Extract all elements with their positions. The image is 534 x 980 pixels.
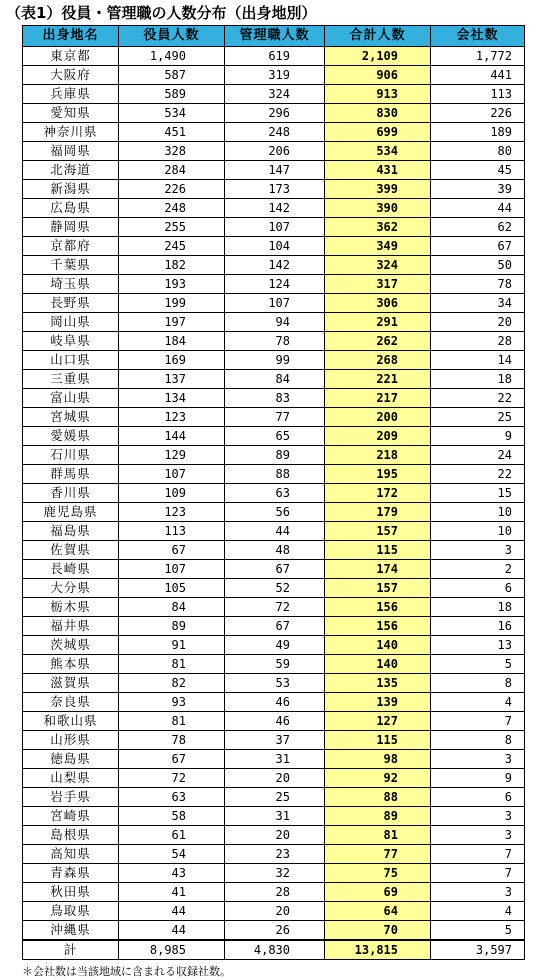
cell-prefecture: 宮崎県 [23, 807, 119, 826]
cell-executives: 82 [119, 674, 225, 693]
cell-prefecture: 大阪府 [23, 66, 119, 85]
cell-managers: 107 [225, 218, 325, 237]
cell-companies: 7 [431, 712, 525, 731]
header-executives: 役員人数 [119, 26, 225, 47]
cell-total: 69 [325, 883, 431, 902]
cell-managers: 32 [225, 864, 325, 883]
cell-total: 262 [325, 332, 431, 351]
cell-managers: 83 [225, 389, 325, 408]
cell-managers: 31 [225, 807, 325, 826]
cell-managers: 44 [225, 522, 325, 541]
cell-executives: 91 [119, 636, 225, 655]
cell-prefecture: 静岡県 [23, 218, 119, 237]
cell-managers: 25 [225, 788, 325, 807]
cell-managers: 26 [225, 921, 325, 941]
cell-prefecture: 福島県 [23, 522, 119, 541]
cell-companies: 25 [431, 408, 525, 427]
cell-managers: 31 [225, 750, 325, 769]
distribution-table [22, 25, 525, 960]
cell-managers: 49 [225, 636, 325, 655]
header-companies: 会社数 [431, 26, 525, 47]
cell-total: 75 [325, 864, 431, 883]
table-row [23, 807, 525, 826]
cell-total: 70 [325, 921, 431, 941]
table-row [23, 47, 525, 66]
cell-total: 200 [325, 408, 431, 427]
cell-executives: 81 [119, 712, 225, 731]
cell-executives: 123 [119, 503, 225, 522]
cell-executives: 67 [119, 750, 225, 769]
footnote: ＊会社数は当該地域に含まれる収録社数。 [22, 965, 231, 978]
cell-managers: 46 [225, 693, 325, 712]
cell-managers: 53 [225, 674, 325, 693]
table-row [23, 123, 525, 142]
cell-managers: 104 [225, 237, 325, 256]
cell-companies: 3,597 [431, 940, 525, 960]
cell-total: 399 [325, 180, 431, 199]
cell-companies: 67 [431, 237, 525, 256]
cell-executives: 105 [119, 579, 225, 598]
cell-executives: 255 [119, 218, 225, 237]
cell-total: 64 [325, 902, 431, 921]
table-row [23, 370, 525, 389]
cell-managers: 124 [225, 275, 325, 294]
cell-managers: 56 [225, 503, 325, 522]
cell-total: 139 [325, 693, 431, 712]
cell-companies: 9 [431, 427, 525, 446]
table-row [23, 522, 525, 541]
cell-managers: 88 [225, 465, 325, 484]
cell-companies: 1,772 [431, 47, 525, 66]
cell-total: 195 [325, 465, 431, 484]
cell-total: 534 [325, 142, 431, 161]
table-row [23, 655, 525, 674]
cell-total: 306 [325, 294, 431, 313]
table-row [23, 446, 525, 465]
cell-companies: 16 [431, 617, 525, 636]
cell-managers: 319 [225, 66, 325, 85]
cell-executives: 41 [119, 883, 225, 902]
table-row [23, 180, 525, 199]
cell-prefecture: 鹿児島県 [23, 503, 119, 522]
cell-managers: 77 [225, 408, 325, 427]
cell-prefecture: 広島県 [23, 199, 119, 218]
cell-prefecture: 香川県 [23, 484, 119, 503]
cell-total: 92 [325, 769, 431, 788]
cell-executives: 184 [119, 332, 225, 351]
cell-prefecture: 山梨県 [23, 769, 119, 788]
cell-prefecture: 埼玉県 [23, 275, 119, 294]
cell-total: 431 [325, 161, 431, 180]
cell-prefecture: 青森県 [23, 864, 119, 883]
cell-companies: 8 [431, 674, 525, 693]
cell-executives: 72 [119, 769, 225, 788]
cell-executives: 109 [119, 484, 225, 503]
cell-companies: 15 [431, 484, 525, 503]
header-total: 合計人数 [325, 26, 431, 47]
cell-executives: 63 [119, 788, 225, 807]
cell-companies: 22 [431, 465, 525, 484]
cell-executives: 589 [119, 85, 225, 104]
cell-companies: 24 [431, 446, 525, 465]
cell-companies: 39 [431, 180, 525, 199]
cell-executives: 144 [119, 427, 225, 446]
table-row [23, 560, 525, 579]
cell-executives: 199 [119, 294, 225, 313]
cell-companies: 45 [431, 161, 525, 180]
cell-executives: 44 [119, 921, 225, 941]
cell-prefecture: 高知県 [23, 845, 119, 864]
cell-companies: 18 [431, 598, 525, 617]
cell-companies: 3 [431, 750, 525, 769]
cell-total: 362 [325, 218, 431, 237]
cell-executives: 129 [119, 446, 225, 465]
cell-companies: 28 [431, 332, 525, 351]
cell-companies: 18 [431, 370, 525, 389]
cell-executives: 328 [119, 142, 225, 161]
cell-executives: 226 [119, 180, 225, 199]
cell-prefecture: 岩手県 [23, 788, 119, 807]
table-row [23, 218, 525, 237]
header-prefecture: 出身地名 [23, 26, 119, 47]
cell-companies: 8 [431, 731, 525, 750]
cell-total: 324 [325, 256, 431, 275]
table-row [23, 85, 525, 104]
cell-companies: 13 [431, 636, 525, 655]
cell-companies: 80 [431, 142, 525, 161]
cell-prefecture: 岡山県 [23, 313, 119, 332]
cell-companies: 20 [431, 313, 525, 332]
cell-managers: 37 [225, 731, 325, 750]
cell-prefecture: 大分県 [23, 579, 119, 598]
cell-managers: 142 [225, 199, 325, 218]
cell-total: 140 [325, 636, 431, 655]
cell-executives: 451 [119, 123, 225, 142]
cell-executives: 61 [119, 826, 225, 845]
table-row [23, 104, 525, 123]
cell-prefecture: 宮城県 [23, 408, 119, 427]
cell-companies: 5 [431, 655, 525, 674]
cell-managers: 67 [225, 560, 325, 579]
cell-total: 221 [325, 370, 431, 389]
cell-managers: 173 [225, 180, 325, 199]
table-row [23, 788, 525, 807]
cell-managers: 28 [225, 883, 325, 902]
cell-executives: 245 [119, 237, 225, 256]
cell-managers: 20 [225, 902, 325, 921]
cell-companies: 22 [431, 389, 525, 408]
cell-prefecture: 愛媛県 [23, 427, 119, 446]
cell-prefecture: 計 [23, 940, 119, 960]
cell-prefecture: 鳥取県 [23, 902, 119, 921]
cell-prefecture: 長野県 [23, 294, 119, 313]
cell-companies: 7 [431, 864, 525, 883]
cell-managers: 4,830 [225, 940, 325, 960]
cell-executives: 134 [119, 389, 225, 408]
cell-total: 209 [325, 427, 431, 446]
table-row [23, 826, 525, 845]
cell-total: 217 [325, 389, 431, 408]
cell-executives: 123 [119, 408, 225, 427]
cell-prefecture: 長崎県 [23, 560, 119, 579]
cell-managers: 324 [225, 85, 325, 104]
cell-prefecture: 茨城県 [23, 636, 119, 655]
cell-prefecture: 滋賀県 [23, 674, 119, 693]
cell-managers: 48 [225, 541, 325, 560]
cell-executives: 113 [119, 522, 225, 541]
cell-managers: 248 [225, 123, 325, 142]
table-row [23, 598, 525, 617]
cell-managers: 20 [225, 769, 325, 788]
cell-companies: 3 [431, 826, 525, 845]
cell-prefecture: 群馬県 [23, 465, 119, 484]
cell-managers: 89 [225, 446, 325, 465]
cell-executives: 193 [119, 275, 225, 294]
cell-prefecture: 熊本県 [23, 655, 119, 674]
cell-companies: 9 [431, 769, 525, 788]
cell-prefecture: 東京都 [23, 47, 119, 66]
cell-prefecture: 秋田県 [23, 883, 119, 902]
table-row [23, 142, 525, 161]
cell-managers: 84 [225, 370, 325, 389]
cell-executives: 78 [119, 731, 225, 750]
table-body [23, 47, 525, 960]
cell-total: 115 [325, 731, 431, 750]
cell-executives: 284 [119, 161, 225, 180]
cell-managers: 147 [225, 161, 325, 180]
table-row [23, 465, 525, 484]
cell-managers: 107 [225, 294, 325, 313]
cell-companies: 5 [431, 921, 525, 941]
cell-prefecture: 兵庫県 [23, 85, 119, 104]
cell-companies: 2 [431, 560, 525, 579]
cell-managers: 20 [225, 826, 325, 845]
cell-total: 140 [325, 655, 431, 674]
cell-executives: 93 [119, 693, 225, 712]
cell-companies: 34 [431, 294, 525, 313]
cell-companies: 78 [431, 275, 525, 294]
cell-managers: 67 [225, 617, 325, 636]
cell-managers: 78 [225, 332, 325, 351]
cell-executives: 1,490 [119, 47, 225, 66]
cell-executives: 43 [119, 864, 225, 883]
cell-executives: 248 [119, 199, 225, 218]
cell-total: 2,109 [325, 47, 431, 66]
cell-prefecture: 京都府 [23, 237, 119, 256]
cell-executives: 44 [119, 902, 225, 921]
table-row [23, 864, 525, 883]
table-row [23, 427, 525, 446]
page-title: （表1）役員・管理職の人数分布（出身地別） [6, 4, 317, 22]
cell-prefecture: 島根県 [23, 826, 119, 845]
cell-companies: 189 [431, 123, 525, 142]
cell-managers: 63 [225, 484, 325, 503]
cell-prefecture: 福井県 [23, 617, 119, 636]
cell-managers: 65 [225, 427, 325, 446]
cell-total: 89 [325, 807, 431, 826]
cell-total: 174 [325, 560, 431, 579]
cell-executives: 8,985 [119, 940, 225, 960]
cell-total: 135 [325, 674, 431, 693]
cell-companies: 441 [431, 66, 525, 85]
table-row [23, 503, 525, 522]
cell-prefecture: 富山県 [23, 389, 119, 408]
cell-companies: 6 [431, 579, 525, 598]
cell-total: 172 [325, 484, 431, 503]
cell-executives: 182 [119, 256, 225, 275]
cell-executives: 54 [119, 845, 225, 864]
table-row [23, 408, 525, 427]
cell-total: 115 [325, 541, 431, 560]
table-row [23, 883, 525, 902]
table-row [23, 294, 525, 313]
cell-executives: 84 [119, 598, 225, 617]
cell-total: 268 [325, 351, 431, 370]
cell-prefecture: 神奈川県 [23, 123, 119, 142]
cell-total: 349 [325, 237, 431, 256]
cell-prefecture: 北海道 [23, 161, 119, 180]
cell-total: 390 [325, 199, 431, 218]
cell-managers: 296 [225, 104, 325, 123]
cell-executives: 67 [119, 541, 225, 560]
cell-managers: 59 [225, 655, 325, 674]
cell-companies: 62 [431, 218, 525, 237]
cell-total: 218 [325, 446, 431, 465]
cell-prefecture: 山形県 [23, 731, 119, 750]
cell-companies: 3 [431, 807, 525, 826]
cell-total: 157 [325, 579, 431, 598]
cell-prefecture: 福岡県 [23, 142, 119, 161]
table-row [23, 921, 525, 941]
cell-total: 317 [325, 275, 431, 294]
table-row [23, 731, 525, 750]
cell-companies: 6 [431, 788, 525, 807]
cell-prefecture: 佐賀県 [23, 541, 119, 560]
table-row [23, 237, 525, 256]
cell-total: 156 [325, 617, 431, 636]
table-row [23, 484, 525, 503]
cell-total: 88 [325, 788, 431, 807]
cell-prefecture: 石川県 [23, 446, 119, 465]
cell-executives: 81 [119, 655, 225, 674]
header-row [23, 26, 525, 47]
cell-executives: 89 [119, 617, 225, 636]
cell-total: 81 [325, 826, 431, 845]
cell-companies: 50 [431, 256, 525, 275]
cell-prefecture: 沖縄県 [23, 921, 119, 941]
cell-prefecture: 千葉県 [23, 256, 119, 275]
cell-prefecture: 和歌山県 [23, 712, 119, 731]
cell-managers: 52 [225, 579, 325, 598]
table-row [23, 617, 525, 636]
cell-prefecture: 奈良県 [23, 693, 119, 712]
table-row [23, 256, 525, 275]
cell-total: 127 [325, 712, 431, 731]
cell-managers: 142 [225, 256, 325, 275]
cell-executives: 169 [119, 351, 225, 370]
cell-total: 13,815 [325, 940, 431, 960]
table-row [23, 541, 525, 560]
cell-total: 699 [325, 123, 431, 142]
cell-total: 906 [325, 66, 431, 85]
header-managers: 管理職人数 [225, 26, 325, 47]
total-row [23, 940, 525, 960]
cell-prefecture: 愛知県 [23, 104, 119, 123]
table-row [23, 579, 525, 598]
cell-managers: 619 [225, 47, 325, 66]
cell-total: 830 [325, 104, 431, 123]
cell-companies: 3 [431, 883, 525, 902]
cell-executives: 137 [119, 370, 225, 389]
cell-total: 179 [325, 503, 431, 522]
cell-prefecture: 岐阜県 [23, 332, 119, 351]
table-row [23, 313, 525, 332]
cell-companies: 226 [431, 104, 525, 123]
table-row [23, 769, 525, 788]
cell-managers: 94 [225, 313, 325, 332]
cell-prefecture: 新潟県 [23, 180, 119, 199]
cell-total: 157 [325, 522, 431, 541]
table-row [23, 351, 525, 370]
cell-companies: 113 [431, 85, 525, 104]
table-row [23, 750, 525, 769]
table-row [23, 199, 525, 218]
cell-total: 291 [325, 313, 431, 332]
table-row [23, 712, 525, 731]
cell-executives: 587 [119, 66, 225, 85]
table-row [23, 636, 525, 655]
cell-managers: 206 [225, 142, 325, 161]
cell-executives: 107 [119, 560, 225, 579]
cell-prefecture: 三重県 [23, 370, 119, 389]
table-row [23, 902, 525, 921]
cell-total: 913 [325, 85, 431, 104]
cell-total: 77 [325, 845, 431, 864]
table-row [23, 66, 525, 85]
cell-prefecture: 徳島県 [23, 750, 119, 769]
cell-prefecture: 山口県 [23, 351, 119, 370]
cell-managers: 46 [225, 712, 325, 731]
cell-companies: 3 [431, 541, 525, 560]
table-row [23, 161, 525, 180]
table-row [23, 845, 525, 864]
cell-executives: 58 [119, 807, 225, 826]
cell-companies: 4 [431, 693, 525, 712]
table-row [23, 674, 525, 693]
cell-executives: 534 [119, 104, 225, 123]
table-row [23, 275, 525, 294]
table-row [23, 389, 525, 408]
cell-companies: 14 [431, 351, 525, 370]
cell-companies: 10 [431, 522, 525, 541]
cell-executives: 197 [119, 313, 225, 332]
cell-managers: 72 [225, 598, 325, 617]
cell-prefecture: 栃木県 [23, 598, 119, 617]
cell-total: 98 [325, 750, 431, 769]
cell-total: 156 [325, 598, 431, 617]
table-row [23, 693, 525, 712]
cell-companies: 44 [431, 199, 525, 218]
cell-executives: 107 [119, 465, 225, 484]
cell-companies: 7 [431, 845, 525, 864]
table-row [23, 332, 525, 351]
cell-managers: 99 [225, 351, 325, 370]
cell-companies: 10 [431, 503, 525, 522]
cell-companies: 4 [431, 902, 525, 921]
cell-managers: 23 [225, 845, 325, 864]
